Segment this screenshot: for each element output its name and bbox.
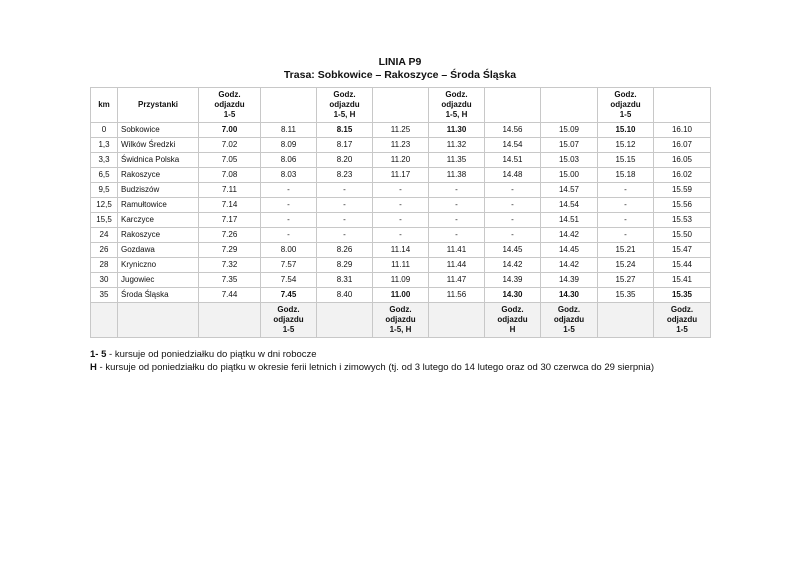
column-header <box>654 88 711 123</box>
km-cell: 9,5 <box>91 183 118 198</box>
time-cell: 14.57 <box>541 183 598 198</box>
time-cell: 11.23 <box>373 138 429 153</box>
stop-name-cell: Rakoszyce <box>118 168 199 183</box>
column-footer <box>598 303 654 338</box>
time-cell: 15.15 <box>598 153 654 168</box>
time-cell: - <box>373 198 429 213</box>
stop-name-cell: Budziszów <box>118 183 199 198</box>
km-cell: 3,3 <box>91 153 118 168</box>
time-cell: 8.09 <box>261 138 317 153</box>
time-cell: - <box>317 198 373 213</box>
time-cell: 8.11 <box>261 123 317 138</box>
time-cell: 15.10 <box>598 123 654 138</box>
time-cell: 15.18 <box>598 168 654 183</box>
time-cell: 7.14 <box>199 198 261 213</box>
time-cell: 15.44 <box>654 258 711 273</box>
time-cell: 14.39 <box>541 273 598 288</box>
stop-name-cell: Gozdawa <box>118 243 199 258</box>
stop-name-cell: Świdnica Polska <box>118 153 199 168</box>
time-cell: 7.32 <box>199 258 261 273</box>
time-cell: - <box>261 228 317 243</box>
stop-name-cell: Kryniczno <box>118 258 199 273</box>
time-cell: 8.17 <box>317 138 373 153</box>
time-cell: 7.05 <box>199 153 261 168</box>
table-row <box>91 138 711 153</box>
time-cell: 7.29 <box>199 243 261 258</box>
legend <box>90 348 800 374</box>
legend-text: - kursuje od poniedziałku do piątku w okresie ferii letnich i zimowych (tj. od 3 lutego do 14 lutego oraz od 30 czerwca do 29 sierpnia) <box>96 362 654 373</box>
time-cell: 8.06 <box>261 153 317 168</box>
table-row <box>91 168 711 183</box>
time-cell: - <box>598 198 654 213</box>
column-header <box>541 88 598 123</box>
time-cell: 8.00 <box>261 243 317 258</box>
time-cell: 7.26 <box>199 228 261 243</box>
time-cell: 11.09 <box>373 273 429 288</box>
time-cell: 11.35 <box>429 153 485 168</box>
column-footer <box>199 303 261 338</box>
time-cell: 14.48 <box>485 168 541 183</box>
column-header: Godz. odjazdu 1-5 <box>199 88 261 123</box>
time-cell: 14.42 <box>541 258 598 273</box>
time-cell: - <box>598 183 654 198</box>
km-cell: 30 <box>91 273 118 288</box>
column-header: Przystanki <box>118 88 199 123</box>
time-cell: - <box>429 183 485 198</box>
time-cell: 14.45 <box>541 243 598 258</box>
time-cell: 7.54 <box>261 273 317 288</box>
column-footer <box>118 303 199 338</box>
time-cell: 14.45 <box>485 243 541 258</box>
time-cell: 11.44 <box>429 258 485 273</box>
time-cell: - <box>429 228 485 243</box>
time-cell: - <box>317 183 373 198</box>
km-cell: 6,5 <box>91 168 118 183</box>
column-footer <box>317 303 373 338</box>
legend-text: - kursuje od poniedziałku do piątku w dni robocze <box>106 349 317 360</box>
time-cell: - <box>373 228 429 243</box>
stop-name-cell: Karczyce <box>118 213 199 228</box>
time-cell: 15.56 <box>654 198 711 213</box>
time-cell: - <box>485 183 541 198</box>
column-footer: Godz. odjazdu 1-5 <box>654 303 711 338</box>
time-cell: 8.03 <box>261 168 317 183</box>
time-cell: 16.05 <box>654 153 711 168</box>
time-cell: 7.08 <box>199 168 261 183</box>
stop-name-cell: Jugowiec <box>118 273 199 288</box>
time-cell: 15.21 <box>598 243 654 258</box>
time-cell: 8.40 <box>317 288 373 303</box>
time-cell: 15.12 <box>598 138 654 153</box>
time-cell: - <box>429 213 485 228</box>
time-cell: 14.54 <box>541 198 598 213</box>
time-cell: - <box>485 198 541 213</box>
time-cell: - <box>261 198 317 213</box>
time-cell: 11.32 <box>429 138 485 153</box>
legend-key: H <box>90 362 97 373</box>
time-cell: 7.00 <box>199 123 261 138</box>
time-cell: 15.59 <box>654 183 711 198</box>
time-cell: - <box>485 213 541 228</box>
column-header: Godz. odjazdu 1-5 <box>598 88 654 123</box>
header-row <box>91 88 711 123</box>
content <box>90 87 800 374</box>
time-cell: 11.14 <box>373 243 429 258</box>
stop-name-cell: Ramułtowice <box>118 198 199 213</box>
time-cell: 11.17 <box>373 168 429 183</box>
time-cell: 14.30 <box>541 288 598 303</box>
km-cell: 1,3 <box>91 138 118 153</box>
time-cell: 15.09 <box>541 123 598 138</box>
table-row <box>91 273 711 288</box>
time-cell: 15.41 <box>654 273 711 288</box>
column-footer: Godz. odjazdu H <box>485 303 541 338</box>
time-cell: 8.26 <box>317 243 373 258</box>
time-cell: - <box>373 213 429 228</box>
time-cell: - <box>317 213 373 228</box>
time-cell: 14.51 <box>485 153 541 168</box>
time-cell: 14.42 <box>541 228 598 243</box>
time-cell: - <box>485 228 541 243</box>
time-cell: - <box>373 183 429 198</box>
time-cell: 11.00 <box>373 288 429 303</box>
time-cell: 14.42 <box>485 258 541 273</box>
timetable <box>90 87 711 338</box>
time-cell: 11.20 <box>373 153 429 168</box>
column-footer: Godz. odjazdu 1-5, H <box>373 303 429 338</box>
time-cell: - <box>317 228 373 243</box>
table-row <box>91 258 711 273</box>
time-cell: - <box>598 213 654 228</box>
time-cell: - <box>261 213 317 228</box>
line-name: LINIA P9 <box>378 56 422 68</box>
route-name: Trasa: Sobkowice – Rakoszyce – Środa Śląska <box>283 69 517 81</box>
legend-item <box>90 348 800 361</box>
time-cell: 7.44 <box>199 288 261 303</box>
time-cell: 7.11 <box>199 183 261 198</box>
column-header <box>261 88 317 123</box>
time-cell: 14.30 <box>485 288 541 303</box>
column-footer: Godz. odjazdu 1-5 <box>541 303 598 338</box>
time-cell: 15.35 <box>598 288 654 303</box>
time-cell: 7.17 <box>199 213 261 228</box>
time-cell: - <box>598 228 654 243</box>
time-cell: 11.47 <box>429 273 485 288</box>
time-cell: 11.38 <box>429 168 485 183</box>
table-row <box>91 183 711 198</box>
km-cell: 24 <box>91 228 118 243</box>
time-cell: 7.45 <box>261 288 317 303</box>
column-footer <box>91 303 118 338</box>
table-row <box>91 123 711 138</box>
footer-row <box>91 303 711 338</box>
time-cell: 7.57 <box>261 258 317 273</box>
stop-name-cell: Rakoszyce <box>118 228 199 243</box>
table-row <box>91 228 711 243</box>
time-cell: 15.00 <box>541 168 598 183</box>
time-cell: 8.15 <box>317 123 373 138</box>
km-cell: 26 <box>91 243 118 258</box>
time-cell: 11.41 <box>429 243 485 258</box>
time-cell: 11.30 <box>429 123 485 138</box>
legend-key: 1- 5 <box>90 349 107 360</box>
time-cell: 8.23 <box>317 168 373 183</box>
legend-item <box>90 361 800 374</box>
timetable-title <box>0 0 800 82</box>
time-cell: 15.50 <box>654 228 711 243</box>
km-cell: 35 <box>91 288 118 303</box>
time-cell: 8.29 <box>317 258 373 273</box>
time-cell: 15.53 <box>654 213 711 228</box>
time-cell: - <box>429 198 485 213</box>
time-cell: 11.56 <box>429 288 485 303</box>
time-cell: - <box>261 183 317 198</box>
km-cell: 28 <box>91 258 118 273</box>
column-footer: Godz. odjazdu 1-5 <box>261 303 317 338</box>
time-cell: 14.51 <box>541 213 598 228</box>
table-row <box>91 153 711 168</box>
column-header <box>485 88 541 123</box>
time-cell: 16.02 <box>654 168 711 183</box>
time-cell: 14.56 <box>485 123 541 138</box>
time-cell: 16.10 <box>654 123 711 138</box>
table-row <box>91 198 711 213</box>
time-cell: 11.25 <box>373 123 429 138</box>
table-row <box>91 213 711 228</box>
time-cell: 15.07 <box>541 138 598 153</box>
column-header: Godz. odjazdu 1-5, H <box>317 88 373 123</box>
stop-name-cell: Wilków Średzki <box>118 138 199 153</box>
column-footer <box>429 303 485 338</box>
time-cell: 7.02 <box>199 138 261 153</box>
km-cell: 0 <box>91 123 118 138</box>
time-cell: 15.24 <box>598 258 654 273</box>
column-header: km <box>91 88 118 123</box>
time-cell: 15.03 <box>541 153 598 168</box>
column-header <box>373 88 429 123</box>
stop-name-cell: Środa Śląska <box>118 288 199 303</box>
column-header: Godz. odjazdu 1-5, H <box>429 88 485 123</box>
time-cell: 15.47 <box>654 243 711 258</box>
time-cell: 15.35 <box>654 288 711 303</box>
stop-name-cell: Sobkowice <box>118 123 199 138</box>
time-cell: 8.20 <box>317 153 373 168</box>
km-cell: 15,5 <box>91 213 118 228</box>
time-cell: 8.31 <box>317 273 373 288</box>
time-cell: 15.27 <box>598 273 654 288</box>
table-row <box>91 243 711 258</box>
table-row <box>91 288 711 303</box>
time-cell: 14.39 <box>485 273 541 288</box>
time-cell: 7.35 <box>199 273 261 288</box>
time-cell: 14.54 <box>485 138 541 153</box>
time-cell: 16.07 <box>654 138 711 153</box>
time-cell: 11.11 <box>373 258 429 273</box>
km-cell: 12,5 <box>91 198 118 213</box>
